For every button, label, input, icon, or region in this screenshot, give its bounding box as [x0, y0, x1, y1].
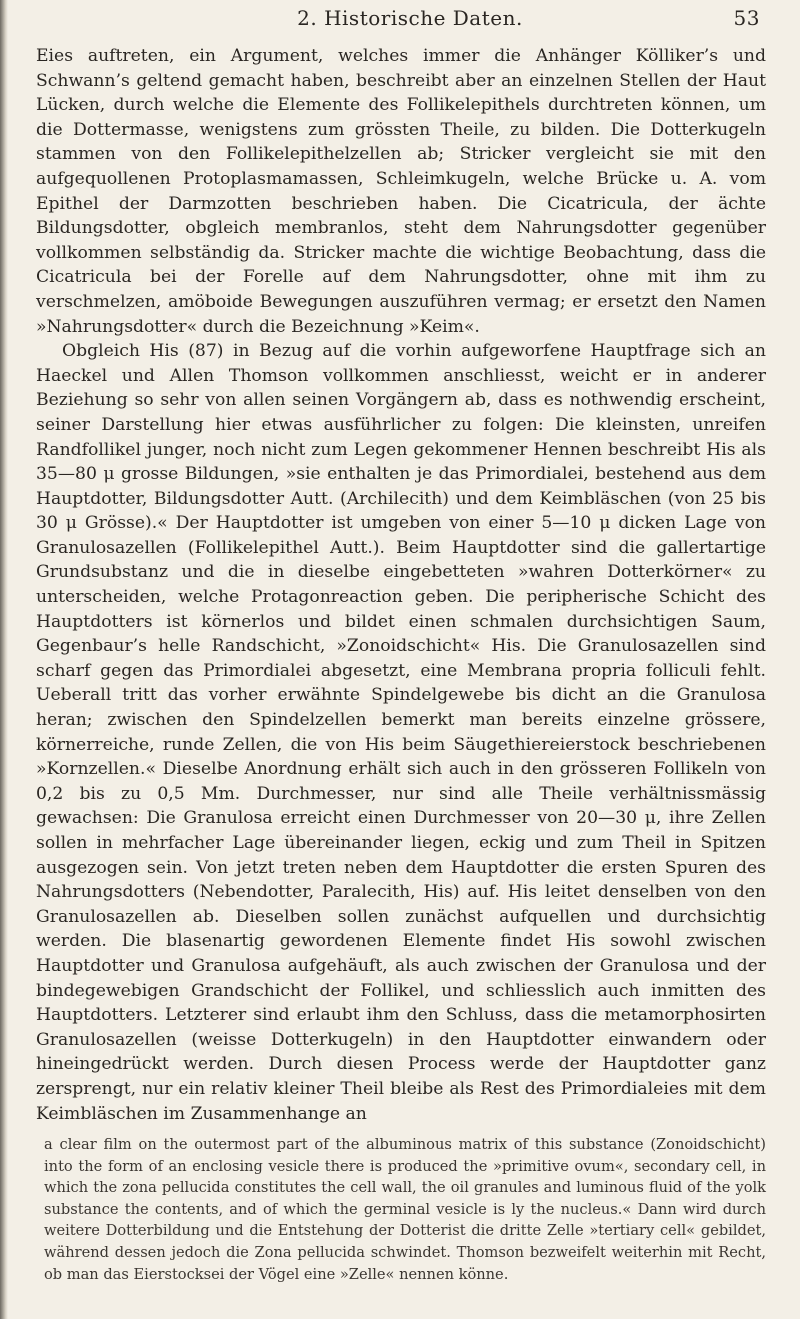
running-header — [60, 6, 760, 38]
paragraph-continuation: Eies auftreten, ein Argument, welches immer die Anhänger Kölliker’s und Schwann’s geltend gemacht haben, beschreibt aber an einzelnen Stellen der Haut Lücken, durch welche die Elemente des Follikelepithels durchtreten können, um die Dottermasse, wenigstens zum grössten Theile, zu bilden. Die Dotterkugeln stammen von den Follikelepithelzellen ab; Stricker vergleicht sie mit den aufgequollenen Protoplasmamassen, Schleimkugeln, welche Brücke u. A. vom Epithel der Darmzotten beschrieben haben. Die Cicatricula, der ächte Bildungsdotter, obgleich membranlos, steht dem Nahrungsdotter gegenüber vollkommen selbständig da. Stricker machte die wichtige Beobachtung, dass die Cicatricula bei der Forelle auf dem Nahrungsdotter, ohne mit ihm zu verschmelzen, amöboide Bewegungen auszuführen vermag; er ersetzt den Namen »Nahrungsdotter« durch die Bezeichnung »Keim«. — [36, 46, 766, 337]
footnote-text: a clear film on the outermost part of the albuminous matrix of this substance (Zonoidschicht) into the form of an enclosing vesicle there is produced the »primitive ovum«, secondary cell, in which the zona pellucida constitutes the cell wall, the oil granules and luminous fluid of the yolk substance the contents, and of which the germinal vesicle is ly the nucleus.« Dann wird durch weitere Dotterbildung und die Entstehung der Dotterist die dritte Zelle »tertiary cell« gebildet, während dessen jedoch die Zona pellucida schwindet. Thomson bezweifelt weiterhin mit Recht, ob man das Eierstocksei der Vögel eine »Zelle« nennen könne. — [44, 1136, 766, 1283]
section-title: 2. Historische Daten. — [297, 6, 523, 30]
paragraph-his: Obgleich His (87) in Bezug auf die vorhin aufgeworfene Hauptfrage sich an Haeckel und Allen Thomson vollkommen anschliesst, weicht er in anderer Beziehung so sehr von allen seinen Vorgängern ab, dass es nothwendig erscheint, seiner Darstellung hier etwas ausführlicher zu folgen: Die kleinsten, unreifen Randfollikel junger, noch nicht zum Legen gekommener Hennen beschreibt His als 35—80 μ grosse Bildungen, »sie enthalten je das Primordialei, bestehend aus dem Hauptdotter, Bildungsdotter Autt. (Archilecith) und dem Keimbläschen (von 25 bis 30 μ Grösse).« Der Hauptdotter ist umgeben von einer 5—10 μ dicken Lage von Granulosazellen (Follikelepithel Autt.). Beim Hauptdotter sind die gallertartige Grundsubstanz und die in dieselbe eingebetteten »wahren Dotterkörner« zu unterscheiden, welche Protagonreaction geben. Die peripherische Schicht des Hauptdotters ist körnerlos und bildet einen schmalen durchsichtigen Saum, Gegenbaur’s helle Randschicht, »Zonoidschicht« His. Die Granulosazellen sind scharf gegen das Primordialei abgesetzt, eine Membrana propria folliculi fehlt. Ueberall tritt das vorher erwähnte Spindelgewebe bis dicht an die Granulosa heran; zwischen den Spindelzellen bemerkt man bereits einzelne grössere, körnerreiche, runde Zellen, die von His beim Säugethiereierstock beschriebenen »Kornzellen.« Dieselbe Anordnung erhält sich auch in den grösseren Follikeln von 0,2 bis zu 0,5 Mm. Durchmesser, nur sind alle Theile verhältnissmässig gewachsen: Die Granulosa erreicht einen Durchmesser von 20—30 μ, ihre Zellen sollen in mehrfacher Lage übereinander liegen, eckig und zum Theil in Spitzen ausgezogen sein. Von jetzt treten neben dem Hauptdotter die ersten Spuren des Nahrungsdotters (Nebendotter, Paralecith, His) auf. His leitet denselben von den Granulosazellen ab. Dieselben sollen zunächst aufquellen und durchsichtig werden. Die blasenartig gewordenen Elemente findet His sowohl zwischen Hauptdotter und Granulosa aufgehäuft, als auch zwischen der Granulosa und der bindegewebigen Grandschicht der Follikel, und schliesslich auch inmitten des Hauptdotters. Letzterer sind erlaubt ihm den Schluss, dass die metamorphosirten Granulosazellen (weisse Dotterkugeln) in den Hauptdotter einwandern oder hineingedrückt werden. Durch diesen Process werde der Hauptdotter ganz zersprengt, nur ein relativ kleiner Theil bleibe als Rest des Primordialeies mit dem Keimbläschen im Zusammenhange an — [36, 341, 766, 1124]
page-binding-shadow — [0, 0, 8, 1319]
footnote — [44, 1134, 766, 1285]
page-number: 53 — [733, 6, 760, 30]
main-text — [36, 44, 766, 1126]
